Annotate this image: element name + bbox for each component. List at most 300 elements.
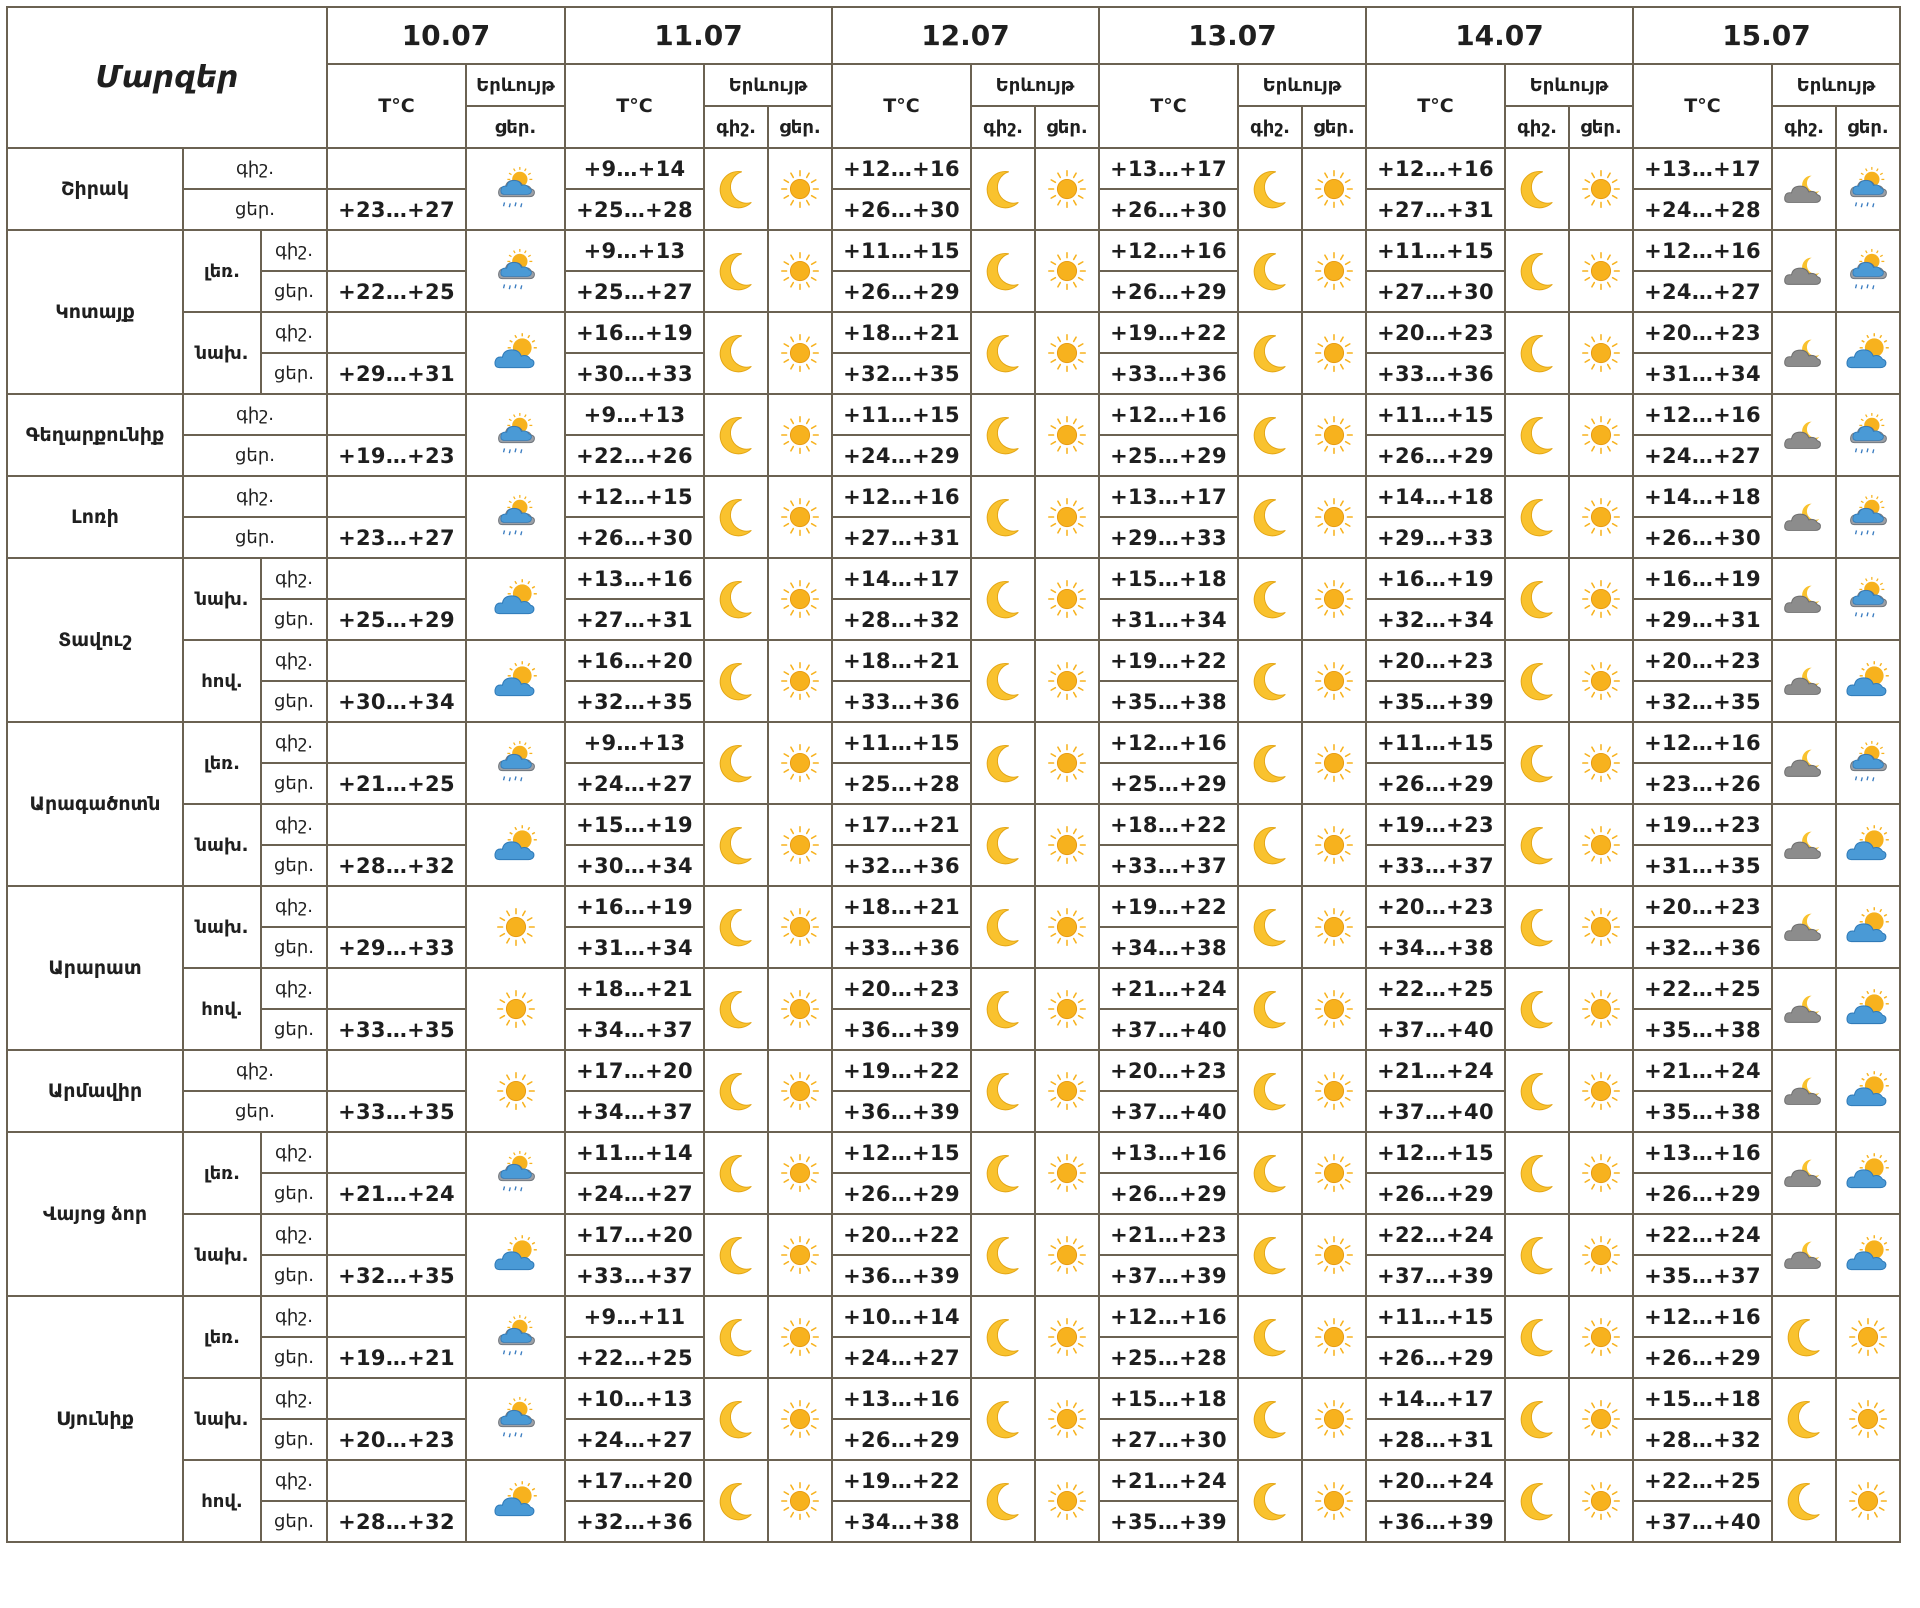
temperature-cell: +21…+24 (1366, 1050, 1505, 1091)
moon-icon (972, 904, 1034, 950)
weather-cell (466, 1050, 565, 1132)
temperature-cell: +37…+40 (1366, 1009, 1505, 1050)
sun-icon (1570, 576, 1632, 622)
temperature-cell: +25…+29 (1099, 435, 1238, 476)
temperature-cell: +34…+38 (832, 1501, 971, 1542)
weather-cell (1772, 1050, 1836, 1132)
weather-cell (768, 312, 832, 394)
sun-icon (1036, 330, 1098, 376)
date-header: 12.07 (832, 7, 1099, 64)
weather-cell (1505, 394, 1569, 476)
temperature-cell: +12…+16 (1099, 230, 1238, 271)
temperature-cell: +12…+16 (1366, 148, 1505, 189)
sun-icon (1570, 904, 1632, 950)
moon-icon (1239, 1314, 1301, 1360)
moon-icon (705, 248, 767, 294)
moon-icon (972, 822, 1034, 868)
weather-cell (1238, 230, 1302, 312)
temperature-cell: +36…+39 (1366, 1501, 1505, 1542)
weather-cell (1238, 558, 1302, 640)
cloud-moon-grey-icon (1773, 1151, 1835, 1195)
weather-cell (971, 804, 1035, 886)
temperature-cell: +20…+23 (1366, 312, 1505, 353)
moon-icon (1506, 1396, 1568, 1442)
weather-cell (1772, 1132, 1836, 1214)
night-label: գիշ. (261, 1214, 327, 1255)
rain-icon (467, 1395, 564, 1443)
weather-cell (466, 1214, 565, 1296)
weather-cell (704, 1050, 768, 1132)
day-subheader: ցեր. (1302, 106, 1366, 148)
temperature-cell: +9…+13 (565, 394, 704, 435)
moon-icon (705, 412, 767, 458)
temperature-cell: +19…+22 (832, 1460, 971, 1501)
temperature-cell: +33…+36 (1099, 353, 1238, 394)
weather-cell (704, 886, 768, 968)
temperature-cell: +17…+21 (832, 804, 971, 845)
weather-cell (1569, 312, 1633, 394)
sun-icon (1036, 248, 1098, 294)
table-row (7, 476, 1900, 517)
day-label: ցեր. (183, 189, 327, 230)
partly-cloudy-icon (1837, 904, 1899, 950)
weather-cell (1569, 1378, 1633, 1460)
cloud-moon-grey-icon (1773, 331, 1835, 375)
table-row (7, 148, 1900, 189)
temperature-cell: +26…+29 (1099, 1173, 1238, 1214)
weather-cell (1505, 1460, 1569, 1542)
temperature-cell: +20…+23 (1633, 886, 1772, 927)
sun-icon (769, 1232, 831, 1278)
weather-cell (971, 1050, 1035, 1132)
weather-cell (1302, 1378, 1366, 1460)
weather-header: Երևույթ (466, 64, 565, 106)
temperature-cell: +19…+22 (832, 1050, 971, 1091)
temperature-cell: +29…+31 (327, 353, 466, 394)
temperature-cell: +12…+16 (1633, 1296, 1772, 1337)
temperature-cell: +20…+24 (1366, 1460, 1505, 1501)
night-label: գիշ. (183, 1050, 327, 1091)
weather-cell (466, 1378, 565, 1460)
sun-icon (1036, 494, 1098, 540)
weather-cell (704, 312, 768, 394)
temperature-cell: +22…+24 (1366, 1214, 1505, 1255)
weather-cell (1505, 640, 1569, 722)
table-row (7, 1378, 1900, 1419)
weather-cell (1836, 1132, 1900, 1214)
temperature-cell: +33…+36 (832, 927, 971, 968)
temperature-cell: +12…+16 (1633, 722, 1772, 763)
weather-cell (1836, 968, 1900, 1050)
weather-cell (768, 148, 832, 230)
temperature-cell: +20…+23 (1366, 640, 1505, 681)
sun-icon (769, 248, 831, 294)
sun-icon (1036, 904, 1098, 950)
night-label: գիշ. (261, 230, 327, 271)
temperature-cell: +25…+29 (1099, 763, 1238, 804)
night-subheader: գիշ. (971, 106, 1035, 148)
temperature-cell: +25…+28 (832, 763, 971, 804)
temperature-cell: +21…+24 (1099, 1460, 1238, 1501)
day-subheader: ցեր. (768, 106, 832, 148)
weather-cell (1302, 968, 1366, 1050)
rain-icon (1837, 493, 1899, 541)
zone-name: նախ. (183, 1378, 261, 1460)
temperature-cell: +30…+34 (565, 845, 704, 886)
temperature-cell: +24…+27 (565, 1173, 704, 1214)
moon-icon (1239, 494, 1301, 540)
moon-icon (1506, 822, 1568, 868)
sun-icon (769, 986, 831, 1032)
partly-cloudy-icon (467, 822, 564, 868)
weather-cell (1035, 640, 1099, 722)
sun-icon (1303, 1150, 1365, 1196)
sun-icon (1303, 986, 1365, 1032)
temperature-cell: +22…+25 (1633, 1460, 1772, 1501)
weather-cell (1302, 312, 1366, 394)
weather-cell (971, 476, 1035, 558)
weather-cell (1302, 148, 1366, 230)
sun-icon (1570, 166, 1632, 212)
sun-icon (1036, 986, 1098, 1032)
sun-icon (1036, 412, 1098, 458)
sun-icon (1570, 1314, 1632, 1360)
temperature-cell: +36…+39 (832, 1009, 971, 1050)
sun-icon (1303, 740, 1365, 786)
zone-name: հով. (183, 640, 261, 722)
weather-cell (971, 1460, 1035, 1542)
temperature-cell: +35…+38 (1099, 681, 1238, 722)
weather-cell (1836, 1050, 1900, 1132)
sun-icon (1570, 1232, 1632, 1278)
weather-cell (1772, 1460, 1836, 1542)
temperature-cell: +26…+29 (832, 1419, 971, 1460)
rain-icon (467, 1313, 564, 1361)
weather-cell (1505, 148, 1569, 230)
temperature-cell: +37…+40 (1366, 1091, 1505, 1132)
weather-cell (1035, 968, 1099, 1050)
table-row (7, 558, 1900, 599)
sun-icon (1036, 740, 1098, 786)
temperature-cell: +19…+22 (1099, 640, 1238, 681)
temp-header: T°C (1099, 64, 1238, 148)
weather-cell (1302, 640, 1366, 722)
zone-name: նախ. (183, 558, 261, 640)
weather-cell (1238, 148, 1302, 230)
date-header: 11.07 (565, 7, 832, 64)
weather-cell (704, 148, 768, 230)
temperature-cell: +24…+28 (1633, 189, 1772, 230)
weather-cell (1238, 1050, 1302, 1132)
weather-cell (1772, 1296, 1836, 1378)
moon-icon (1506, 330, 1568, 376)
temperature-cell: +33…+36 (832, 681, 971, 722)
weather-cell (1836, 886, 1900, 968)
sun-icon (769, 166, 831, 212)
temperature-cell: +16…+19 (565, 312, 704, 353)
temperature-cell: +9…+13 (565, 722, 704, 763)
region-name: Կոտայք (7, 230, 183, 394)
zone-name: նախ. (183, 312, 261, 394)
day-label: ցեր. (261, 763, 327, 804)
temperature-cell: +33…+35 (327, 1091, 466, 1132)
weather-cell (1569, 1460, 1633, 1542)
weather-cell (466, 476, 565, 558)
weather-header: Երևույթ (1772, 64, 1900, 106)
temperature-cell: +27…+30 (1099, 1419, 1238, 1460)
weather-cell (1505, 1378, 1569, 1460)
sun-icon (1570, 494, 1632, 540)
temperature-cell: +14…+17 (832, 558, 971, 599)
temperature-cell: +15…+18 (1099, 558, 1238, 599)
temperature-cell: +11…+15 (832, 230, 971, 271)
weather-cell (1772, 1378, 1836, 1460)
weather-cell (1836, 640, 1900, 722)
weather-header: Երևույթ (1238, 64, 1366, 106)
temperature-cell: +21…+25 (327, 763, 466, 804)
moon-icon (705, 740, 767, 786)
temperature-cell: +11…+15 (832, 394, 971, 435)
temperature-cell (327, 1132, 466, 1173)
weather-cell (1302, 230, 1366, 312)
weather-cell (768, 640, 832, 722)
weather-header: Երևույթ (1505, 64, 1633, 106)
temperature-cell (327, 1460, 466, 1501)
sun-icon (769, 1396, 831, 1442)
weather-cell (1772, 230, 1836, 312)
cloud-moon-grey-icon (1773, 987, 1835, 1031)
region-name: Տավուշ (7, 558, 183, 722)
temperature-cell: +35…+39 (1366, 681, 1505, 722)
temperature-cell: +27…+30 (1366, 271, 1505, 312)
temperature-cell: +22…+25 (1633, 968, 1772, 1009)
temperature-cell: +22…+25 (565, 1337, 704, 1378)
weather-cell (1772, 804, 1836, 886)
temperature-cell (327, 394, 466, 435)
temperature-cell: +12…+15 (565, 476, 704, 517)
weather-cell (768, 804, 832, 886)
sun-icon (467, 904, 564, 950)
temperature-cell: +34…+37 (565, 1091, 704, 1132)
sun-icon (1303, 1314, 1365, 1360)
temperature-cell: +13…+16 (565, 558, 704, 599)
temperature-cell (327, 640, 466, 681)
temp-header: T°C (565, 64, 704, 148)
temperature-cell: +11…+15 (1366, 394, 1505, 435)
moon-icon (1239, 1068, 1301, 1114)
weather-cell (971, 1214, 1035, 1296)
temperature-cell: +24…+27 (565, 1419, 704, 1460)
temperature-cell: +23…+27 (327, 189, 466, 230)
moon-icon (972, 1396, 1034, 1442)
table-row (7, 640, 1900, 681)
weather-cell (704, 804, 768, 886)
weather-cell (1772, 394, 1836, 476)
weather-cell (1569, 1214, 1633, 1296)
weather-cell (1569, 1132, 1633, 1214)
night-label: գիշ. (261, 1296, 327, 1337)
temperature-cell: +34…+37 (565, 1009, 704, 1050)
temperature-cell: +19…+23 (1633, 804, 1772, 845)
zone-name: հով. (183, 968, 261, 1050)
weather-cell (1238, 722, 1302, 804)
temperature-cell: +20…+23 (832, 968, 971, 1009)
weather-cell (1772, 640, 1836, 722)
cloud-moon-grey-icon (1773, 413, 1835, 457)
weather-cell (704, 230, 768, 312)
moon-icon (705, 1232, 767, 1278)
weather-cell (1569, 558, 1633, 640)
weather-cell (1035, 230, 1099, 312)
rain-icon (1837, 411, 1899, 459)
temperature-cell: +19…+23 (327, 435, 466, 476)
moon-icon (972, 494, 1034, 540)
weather-cell (1238, 476, 1302, 558)
moon-icon (1506, 740, 1568, 786)
temperature-cell (327, 886, 466, 927)
weather-cell (1505, 722, 1569, 804)
weather-cell (704, 476, 768, 558)
table-row (7, 886, 1900, 927)
moon-icon (1773, 1478, 1835, 1524)
sun-icon (1303, 576, 1365, 622)
weather-cell (1035, 804, 1099, 886)
partly-cloudy-icon (1837, 1068, 1899, 1114)
moon-icon (972, 1068, 1034, 1114)
night-label: գիշ. (261, 1460, 327, 1501)
weather-cell (1836, 804, 1900, 886)
moon-icon (1239, 1232, 1301, 1278)
temperature-cell: +13…+16 (832, 1378, 971, 1419)
temperature-cell: +12…+16 (1633, 230, 1772, 271)
weather-cell (1302, 1132, 1366, 1214)
weather-cell (768, 558, 832, 640)
temperature-cell: +33…+37 (1099, 845, 1238, 886)
date-header: 14.07 (1366, 7, 1633, 64)
weather-cell (1035, 722, 1099, 804)
temperature-cell: +17…+20 (565, 1460, 704, 1501)
sun-icon (769, 658, 831, 704)
partly-cloudy-icon (467, 1232, 564, 1278)
moon-icon (972, 986, 1034, 1032)
temperature-cell: +34…+38 (1099, 927, 1238, 968)
weather-header: Երևույթ (704, 64, 832, 106)
sun-icon (1837, 1396, 1899, 1442)
temperature-cell: +15…+18 (1633, 1378, 1772, 1419)
weather-cell (971, 394, 1035, 476)
partly-cloudy-icon (467, 576, 564, 622)
cloud-moon-grey-icon (1773, 823, 1835, 867)
temperature-cell: +13…+17 (1099, 148, 1238, 189)
moon-icon (705, 1068, 767, 1114)
day-label: ցեր. (183, 517, 327, 558)
cloud-moon-grey-icon (1773, 167, 1835, 211)
date-header: 10.07 (327, 7, 565, 64)
weather-cell (768, 476, 832, 558)
moon-icon (1506, 1478, 1568, 1524)
temperature-cell: +33…+36 (1366, 353, 1505, 394)
weather-cell (1302, 476, 1366, 558)
temperature-cell: +20…+23 (1099, 1050, 1238, 1091)
weather-cell (1569, 968, 1633, 1050)
weather-cell (768, 1378, 832, 1460)
temperature-cell: +18…+22 (1099, 804, 1238, 845)
weather-cell (1238, 640, 1302, 722)
moon-icon (705, 904, 767, 950)
moon-icon (705, 576, 767, 622)
sun-icon (1303, 822, 1365, 868)
weather-cell (1836, 1214, 1900, 1296)
cloud-moon-grey-icon (1773, 495, 1835, 539)
partly-cloudy-icon (467, 1478, 564, 1524)
sun-icon (769, 1150, 831, 1196)
sun-icon (1303, 330, 1365, 376)
temperature-cell: +11…+14 (565, 1132, 704, 1173)
temperature-cell (327, 476, 466, 517)
temperature-cell: +24…+27 (565, 763, 704, 804)
weather-cell (1505, 476, 1569, 558)
temperature-cell: +27…+31 (1366, 189, 1505, 230)
moon-icon (1239, 1150, 1301, 1196)
moon-icon (1239, 904, 1301, 950)
day-label: ցեր. (183, 435, 327, 476)
day-subheader: ցեր. (466, 106, 565, 148)
weather-cell (971, 148, 1035, 230)
weather-cell (1505, 1132, 1569, 1214)
temperature-cell: +17…+20 (565, 1214, 704, 1255)
temperature-cell: +12…+16 (1099, 394, 1238, 435)
temperature-cell: +33…+37 (565, 1255, 704, 1296)
cloud-moon-grey-icon (1773, 1233, 1835, 1277)
day-label: ցեր. (261, 1419, 327, 1460)
weather-cell (1836, 558, 1900, 640)
temperature-cell: +12…+16 (1633, 394, 1772, 435)
weather-cell (1569, 394, 1633, 476)
temperature-cell: +13…+16 (1099, 1132, 1238, 1173)
temperature-cell: +13…+17 (1099, 476, 1238, 517)
weather-cell (1505, 804, 1569, 886)
temperature-cell: +16…+19 (565, 886, 704, 927)
temperature-cell: +12…+15 (1366, 1132, 1505, 1173)
rain-icon (467, 165, 564, 213)
sun-icon (769, 1478, 831, 1524)
weather-cell (1302, 1050, 1366, 1132)
date-header: 13.07 (1099, 7, 1366, 64)
sun-icon (1570, 248, 1632, 294)
weather-cell (1569, 804, 1633, 886)
sun-icon (1837, 1478, 1899, 1524)
day-label: ցեր. (261, 1337, 327, 1378)
temperature-cell: +12…+16 (832, 148, 971, 189)
weather-cell (1238, 886, 1302, 968)
sun-icon (1036, 1150, 1098, 1196)
weather-cell (768, 1296, 832, 1378)
weather-cell (1836, 394, 1900, 476)
weather-cell (1836, 1296, 1900, 1378)
weather-cell (1238, 1378, 1302, 1460)
moon-icon (705, 658, 767, 704)
cloud-moon-grey-icon (1773, 1069, 1835, 1113)
temperature-cell: +13…+16 (1633, 1132, 1772, 1173)
weather-cell (1569, 640, 1633, 722)
day-label: ցեր. (261, 353, 327, 394)
temperature-cell: +37…+40 (1633, 1501, 1772, 1542)
zone-name: լեռ. (183, 230, 261, 312)
weather-cell (768, 1214, 832, 1296)
moon-icon (1239, 658, 1301, 704)
temperature-cell: +10…+14 (832, 1296, 971, 1337)
moon-icon (1506, 658, 1568, 704)
